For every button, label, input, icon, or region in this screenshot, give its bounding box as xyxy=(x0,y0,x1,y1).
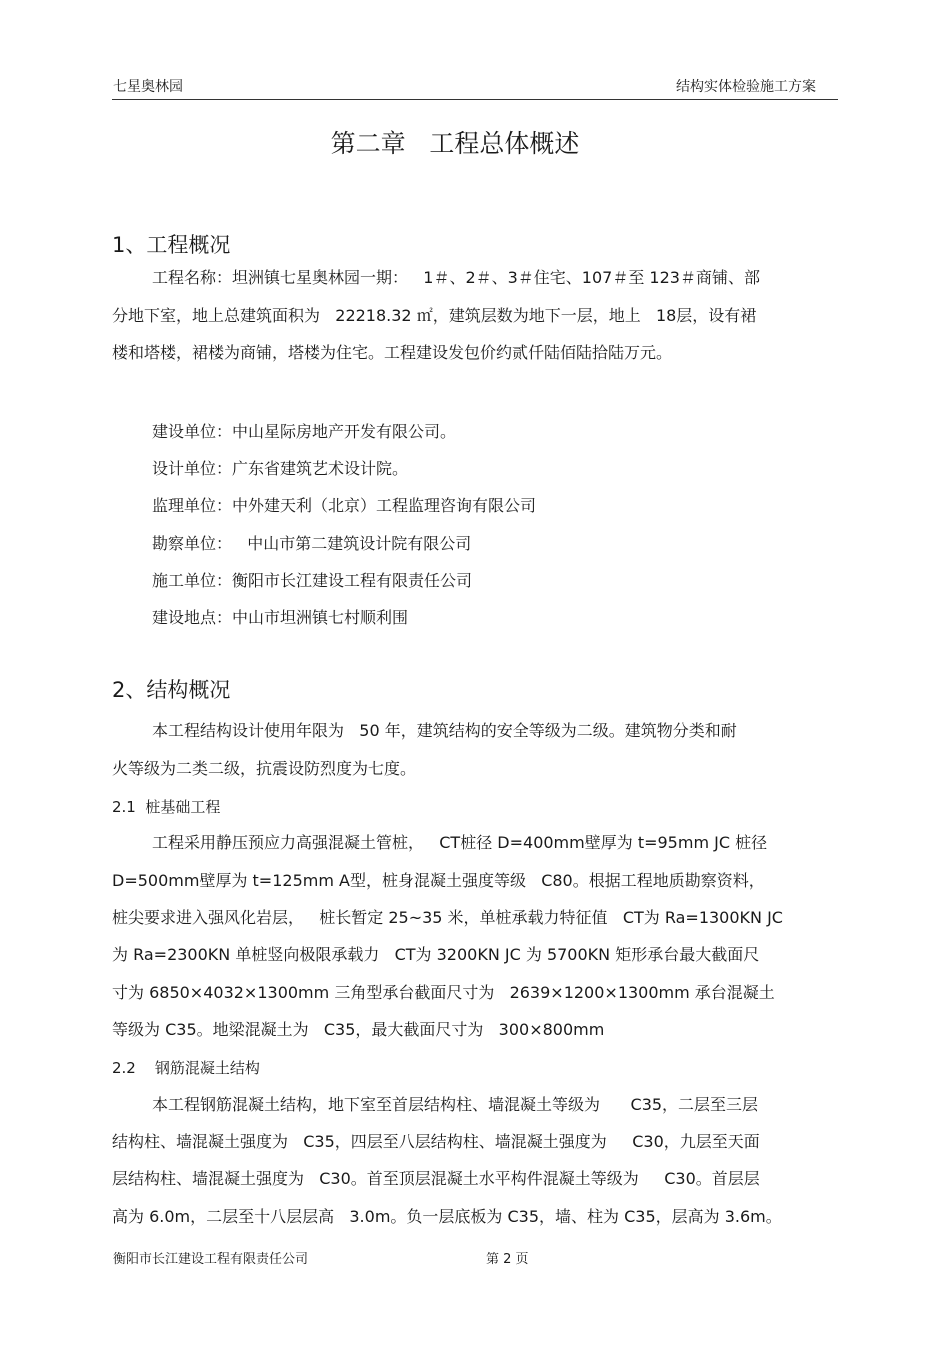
concrete-line-4: 高为 6.0m，二层至十八层层高 3.0m。负一层底板为 C35，墙、柱为 C35，层高为 3.6m。 xyxy=(112,1207,782,1226)
chapter-title: 第二章 工程总体概述 xyxy=(330,129,580,158)
pile-line-3: 桩尖要求进入强风化岩层， 桩长暂定 25~35 米，单桩承载力特征值 CT为 Ra=1300KN JC xyxy=(112,908,783,927)
footer-company: 衡阳市长江建设工程有限责任公司 xyxy=(113,1252,309,1267)
concrete-line-2: 结构柱、墙混凝土强度为 C35，四层至八层结构柱、墙混凝土强度为 C30，九层至天面 xyxy=(112,1132,760,1151)
pile-line-5: 寸为 6850×4032×1300mm 三角型承台截面尺寸为 2639×1200×1300mm 承台混凝土 xyxy=(112,983,775,1002)
unit-surveyor: 勘察单位： 中山市第二建筑设计院有限公司 xyxy=(152,534,472,553)
subsection-heading-pile: 2.1 桩基础工程 xyxy=(112,798,221,816)
structure-intro-line-1: 本工程结构设计使用年限为 50 年，建筑结构的安全等级为二级。建筑物分类和耐 xyxy=(152,721,737,740)
pile-line-2: D=500mm壁厚为 t=125mm A型，桩身混凝土强度等级 C80。根据工程地质勘察资料， xyxy=(112,871,765,890)
section-heading-overview: 1、工程概况 xyxy=(112,233,231,257)
footer-page-number: 第 2 页 xyxy=(486,1252,529,1267)
unit-location: 建设地点：中山市坦洲镇七村顺利围 xyxy=(152,608,409,627)
header-right: 结构实体检验施工方案 xyxy=(676,79,816,95)
header-rule xyxy=(112,99,838,100)
concrete-line-3: 层结构柱、墙混凝土强度为 C30。首至顶层混凝土水平构件混凝土等级为 C30。首层层 xyxy=(112,1169,760,1188)
section-heading-structure: 2、结构概况 xyxy=(112,678,231,702)
unit-supervisor: 监理单位：中外建天利（北京）工程监理咨询有限公司 xyxy=(152,496,537,515)
subsection-heading-concrete: 2.2 钢筋混凝土结构 xyxy=(112,1059,260,1077)
header-left: 七星奥林园 xyxy=(113,79,183,95)
overview-line-3: 楼和塔楼，裙楼为商铺，塔楼为住宅。工程建设发包价约贰仟陆佰陆拾陆万元。 xyxy=(112,343,673,362)
unit-developer: 建设单位：中山星际房地产开发有限公司。 xyxy=(152,422,457,441)
unit-contractor: 施工单位：衡阳市长江建设工程有限责任公司 xyxy=(152,571,473,590)
pile-line-1: 工程采用静压预应力高强混凝土管桩， CT桩径 D=400mm壁厚为 t=95mm JC 桩径 xyxy=(152,833,768,852)
pile-line-6: 等级为 C35。地梁混凝土为 C35，最大截面尺寸为 300×800mm xyxy=(112,1020,605,1039)
overview-line-1: 工程名称：坦洲镇七星奥林园一期： 1＃、2＃、3＃住宅、107＃至 123＃商铺、部 xyxy=(152,268,760,287)
unit-designer: 设计单位：广东省建筑艺术设计院。 xyxy=(152,459,409,478)
overview-line-2: 分地下室，地上总建筑面积为 22218.32 ㎡，建筑层数为地下一层，地上 18层，设有裙 xyxy=(112,306,757,325)
pile-line-4: 为 Ra=2300KN 单桩竖向极限承载力 CT为 3200KN JC 为 5700KN 矩形承台最大截面尺 xyxy=(112,945,760,964)
structure-intro-line-2: 火等级为二类二级，抗震设防烈度为七度。 xyxy=(112,759,417,778)
concrete-line-1: 本工程钢筋混凝土结构，地下室至首层结构柱、墙混凝土等级为 C35，二层至三层 xyxy=(152,1095,759,1114)
